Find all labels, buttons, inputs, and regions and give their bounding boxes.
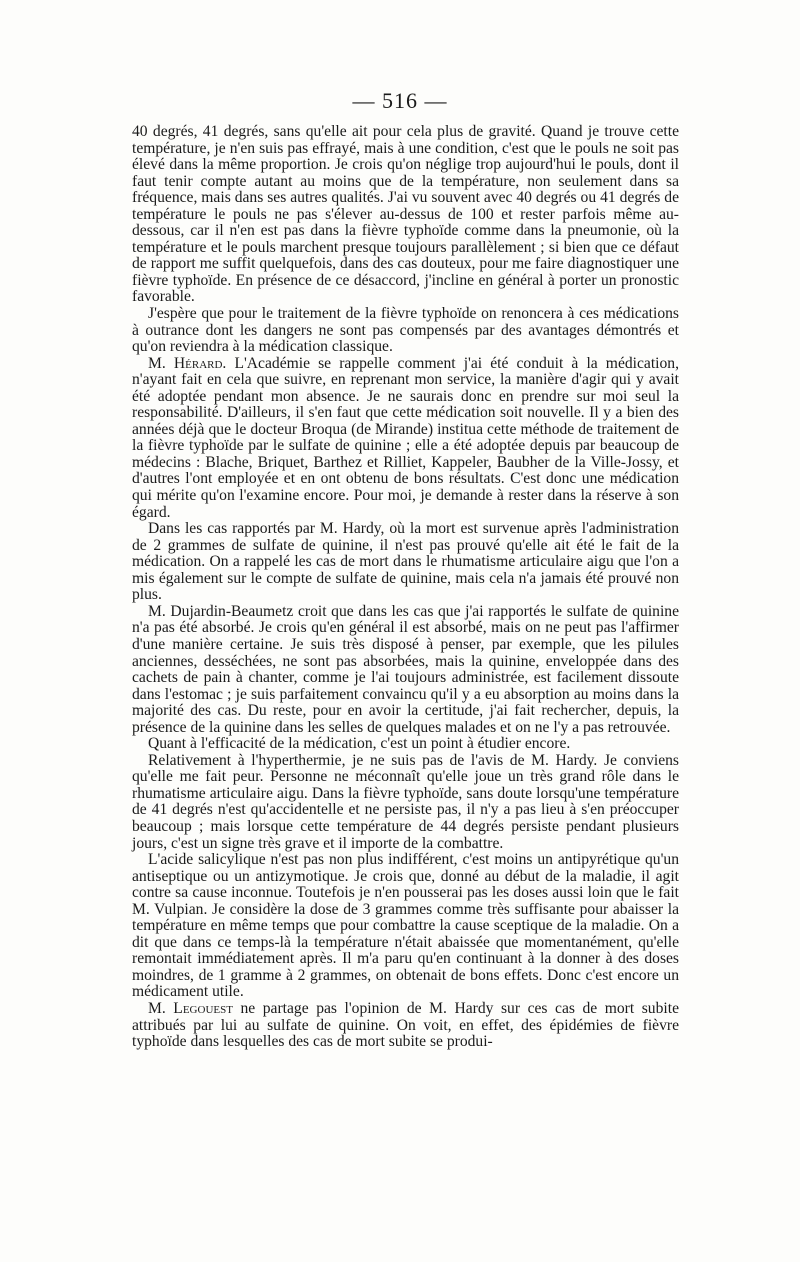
paragraph: J'espère que pour le traitement de la fièvre typhoïde on renoncera à ces médications à outrance dont les dangers ne sont pas compensés par des avantages démontrés et qu'on reviendra à la médication classique.: [132, 305, 679, 356]
paragraph: Relativement à l'hyperthermie, je ne suis pas de l'avis de M. Hardy. Je conviens qu'elle me fait peur. Personne ne méconnaît qu'elle joue un très grand rôle dans le rhumatisme articulaire aigu. Dans la fièvre typhoïde, sans doute lorsqu'une température de 41 degrés n'est qu'accidentelle et ne persiste pas, il n'y a pas lieu à s'en préoccuper beaucoup ; mais lorsque cette température de 44 degrés persiste pendant plusieurs jours, c'est un signe très grave et il importe de la combattre.: [132, 751, 679, 852]
paragraph: [132, 356, 679, 521]
paragraph: Quant à l'efficacité de la médication, c'est un point à étudier encore.: [148, 735, 571, 753]
paragraph: L'acide salicylique n'est pas non plus indifférent, c'est moins un antipyrétique qu'un antiseptique ou un antizymotique. Je crois que, donné au début de la maladie, il agit contre sa cause inconnue. Toutefois je n'en pousserai pas les doses aussi loin que le fait M. Vulpian. Je considère la dose de 3 grammes comme très suffisante pour abaisser la température en même temps que pour combattre la cause sceptique de la maladie. On a dit que dans ce temps-là la température n'était abaissée que momentanément, qu'elle remontait immédiatement après. Il m'a paru qu'en continuant à la donner à des doses moindres, de 1 gramme à 2 grammes, on obtenait de bons effets. Donc c'est encore un médicament utile.: [132, 851, 679, 1001]
body-text: [132, 124, 679, 1051]
speaker-name: M. Legouest: [148, 999, 233, 1017]
paragraph: 40 degrés, 41 degrés, sans qu'elle ait pour cela plus de gravité. Quand je trouve cette température, je n'en suis pas effrayé, mais à une condition, c'est que le pouls ne soit pas élevé dans la même proportion. Je crois qu'on néglige trop aujourd'hui le pouls, dont il faut tenir compte autant au moins que de la température, non seulement dans sa fréquence, mais dans ses autres qualités. J'ai vu souvent avec 40 degrés ou 41 degrés de température le pouls ne pas s'élever au-dessus de 100 et rester parfois même au-dessous, car il n'en est pas dans la fièvre typhoïde comme dans la pneumonie, où la température et le pouls marchent presque toujours parallèlement ; si bien que ce défaut de rapport me suffit quelquefois, dans des cas douteux, pour me faire diagnostiquer une fièvre typhoïde. En présence de ce désaccord, j'incline en général à porter un pronostic favorable.: [132, 123, 679, 306]
paragraph: M. Dujardin-Beaumetz croit que dans les cas que j'ai rapportés le sulfate de quinine n'a pas été absorbé. Je crois qu'en général il est absorbé, mais on ne peut pas l'affirmer d'une manière certaine. Je suis très disposé à penser, par exemple, que les pilules anciennes, desséchées, ne sont pas absorbées, mais la quinine, enveloppée dans des cachets de pain à chanter, comme je l'ai toujours administrée, est facilement dissoute dans l'estomac ; je suis parfaitement convaincu qu'il y a eu absorption au moins dans la majorité des cas. Du reste, pour en avoir la certitude, j'ai fait rechercher, depuis, la présence de la quinine dans les selles de quelques malades et on ne l'y a pas retrouvée.: [132, 602, 679, 736]
paragraph: [132, 1001, 679, 1051]
page-number: — 516 —: [352, 88, 448, 113]
paragraph-text: L'Académie se rappelle comment j'ai été conduit à la médication, n'ayant fait en cela que suivre, en reprenant mon service, la manière d'agir qui y avait été adoptée pendant mon absence. Je ne saurais donc en prendre sur moi seul la responsabilité. D'ailleurs, il s'en faut que cette médication soit nouvelle. Il y a bien des années déjà que le docteur Broqua (de Mirande) institua cette méthode de traitement de la fièvre typhoïde par le sulfate de quinine ; elle a été adoptée depuis par beaucoup de médecins : Blache, Briquet, Barthez et Rilliet, Kappeler, Baubher de la Ville-Jossy, et d'autres l'ont employée et en ont obtenu de bons résultats. C'est donc une médication qui mérite qu'on l'examine encore. Pour moi, je demande à rester dans la réserve à son égard.: [132, 354, 679, 521]
speaker-name: M. Hérard.: [148, 354, 227, 372]
paragraph: Dans les cas rapportés par M. Hardy, où la mort est survenue après l'administration de 2 grammes de sulfate de quinine, il n'est pas prouvé qu'elle ait été le fait de la médication. On a rappelé les cas de mort dans le rhumatisme articulaire aigu que l'on a mis également sur le compte de sulfate de quinine, mais cela n'a jamais été prouvé non plus.: [132, 520, 679, 604]
paragraph-text: ne partage pas l'opinion de M. Hardy sur ces cas de mort subite attribués par lui au sulfate de quinine. On voit, en effet, des épidémies de fièvre typhoïde dans lesquelles des cas de mort subite se produi-: [132, 999, 679, 1051]
